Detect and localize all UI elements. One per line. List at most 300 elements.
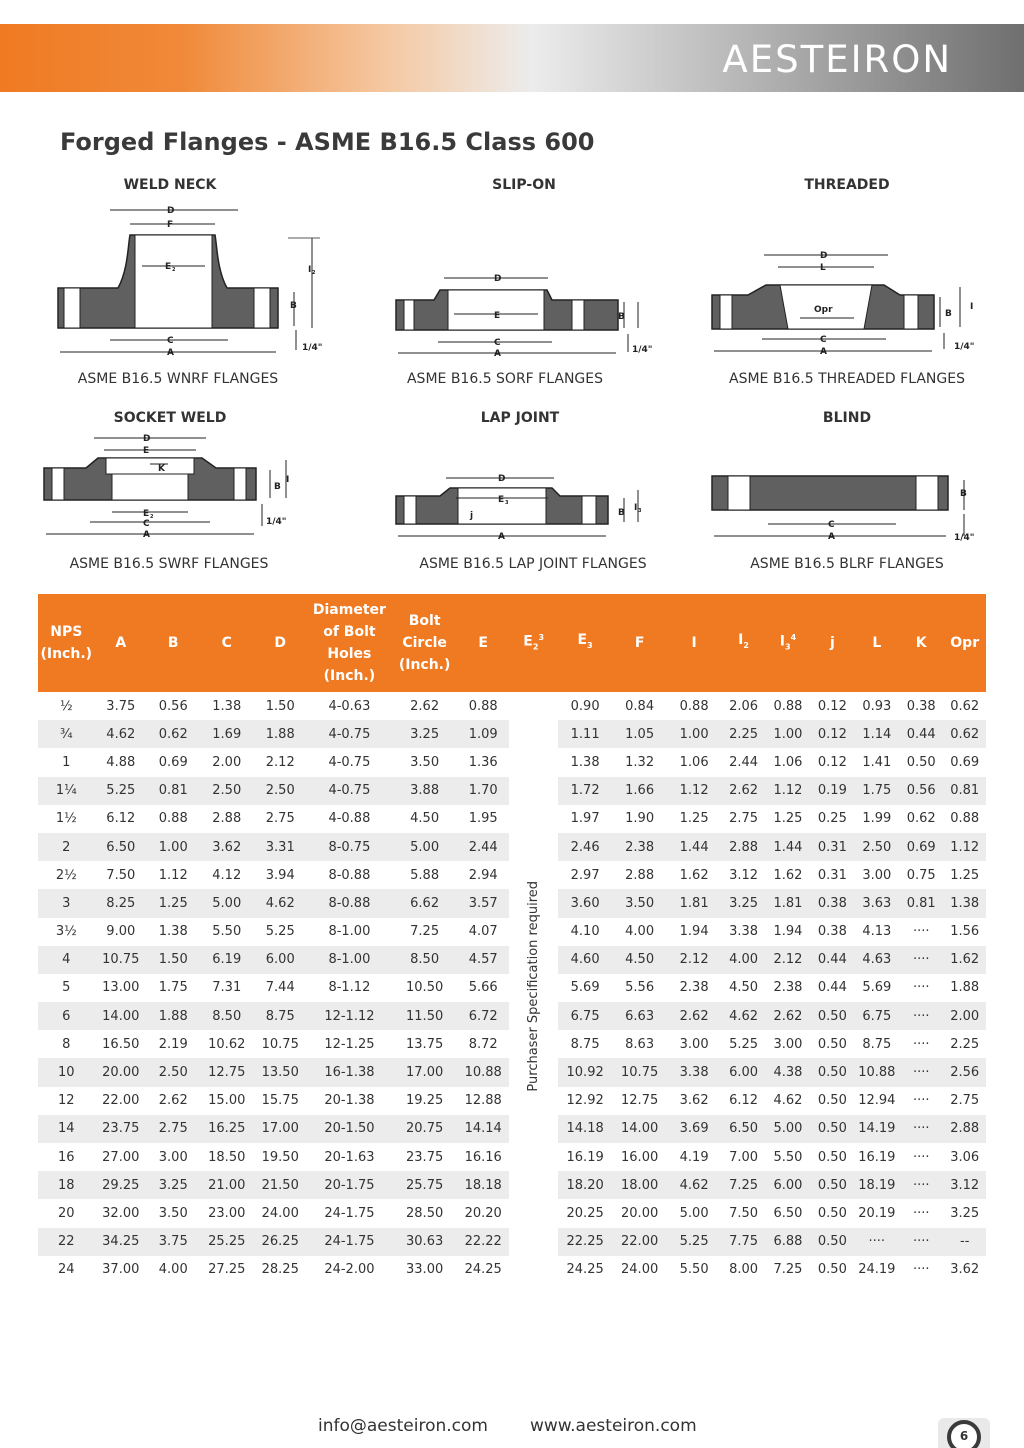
cell-j: 0.50 — [817, 1149, 847, 1165]
cell-c: 21.00 — [200, 1171, 255, 1199]
cell-holes: 20-1.75 — [306, 1171, 392, 1199]
cell-nps: 12 — [57, 1093, 75, 1109]
cell-l: 14.19 — [855, 1115, 899, 1143]
cell-i2: 2.75 — [729, 811, 759, 827]
cell-e: 8.72 — [468, 1036, 498, 1052]
cell-c: 12.75 — [200, 1058, 255, 1086]
cell-d: 2.50 — [254, 777, 306, 805]
cell-opr: 1.38 — [943, 889, 986, 917]
col-e: E — [457, 594, 509, 692]
dim-quarter: 1/4" — [266, 517, 287, 527]
cell-e: 22.22 — [457, 1228, 509, 1256]
cell-d: 5.25 — [265, 924, 295, 940]
cell-c: 4.12 — [212, 867, 242, 883]
cell-c: 27.25 — [208, 1262, 246, 1278]
cell-f: 1.05 — [612, 720, 667, 748]
dim-j: j — [470, 511, 474, 521]
cell-f: 2.38 — [612, 833, 667, 861]
cell-i: 1.00 — [667, 720, 722, 748]
table-row — [38, 692, 986, 720]
blind-diagram — [708, 470, 993, 550]
cell-i2: 4.00 — [721, 946, 765, 974]
cell-i: 3.38 — [667, 1058, 722, 1086]
cell-nps: 20 — [57, 1205, 75, 1221]
purchaser-spec-text: Purchaser Specification required — [526, 880, 542, 1092]
socket-weld-label: SOCKET WELD — [113, 410, 227, 426]
cell-nps: 24 — [57, 1262, 75, 1278]
cell-k: 0.56 — [899, 777, 943, 805]
cell-j: 0.19 — [810, 777, 854, 805]
cell-e3: 16.19 — [566, 1149, 604, 1165]
dim-quarter: 1/4" — [302, 343, 323, 353]
cell-j: 0.38 — [817, 924, 847, 940]
cell-bc: 20.75 — [392, 1115, 457, 1143]
weld-neck-caption: ASME B16.5 WNRF FLANGES — [77, 371, 279, 387]
dim-i: I — [970, 302, 974, 312]
cell-c: 7.31 — [212, 980, 242, 996]
cell-j: 0.50 — [817, 1093, 847, 1109]
cell-opr: 2.56 — [943, 1058, 986, 1086]
cell-a: 3.75 — [106, 698, 136, 714]
cell-f: 20.00 — [621, 1205, 659, 1221]
cell-a: 37.00 — [102, 1262, 140, 1278]
cell-b: 3.50 — [158, 1205, 188, 1221]
cell-i2: 4.50 — [729, 980, 759, 996]
footer-email[interactable]: info@aesteiron.com — [318, 1416, 488, 1436]
cell-holes: 4-0.88 — [328, 811, 371, 827]
cell-d: 21.50 — [254, 1171, 306, 1199]
cell-b: 1.88 — [147, 1002, 199, 1030]
cell-i3: 5.00 — [766, 1115, 810, 1143]
cell-c: 15.00 — [208, 1093, 246, 1109]
cell-nps: 16 — [57, 1149, 75, 1165]
cell-d: 13.50 — [254, 1058, 306, 1086]
cell-holes: 24-2.00 — [324, 1262, 375, 1278]
cell-nps: 2½ — [55, 867, 77, 883]
cell-nps: 2 — [38, 833, 95, 861]
cell-l: 1.41 — [862, 754, 892, 770]
cell-i3: 6.50 — [773, 1205, 803, 1221]
dim-quarter: 1/4" — [954, 342, 975, 352]
cell-opr: 0.69 — [950, 754, 980, 770]
page-gear-icon — [947, 1420, 981, 1448]
col-bolt-holes: Diameter of Bolt Holes (Inch.) — [306, 594, 392, 692]
cell-f: 3.50 — [612, 889, 667, 917]
cell-e3: 6.75 — [558, 1002, 613, 1030]
cell-i3: 3.00 — [773, 1036, 803, 1052]
dim-c: C — [494, 338, 501, 348]
cell-i2: 6.50 — [721, 1115, 765, 1143]
cell-b: 2.62 — [158, 1093, 188, 1109]
cell-b: 0.56 — [158, 698, 188, 714]
cell-f: 1.66 — [612, 777, 667, 805]
dim-c: C — [143, 519, 150, 529]
cell-j: 0.50 — [817, 1036, 847, 1052]
cell-a: 5.25 — [95, 777, 147, 805]
cell-e3: 10.92 — [558, 1058, 613, 1086]
col-a: A — [95, 594, 147, 692]
cell-i3: 7.25 — [773, 1262, 803, 1278]
cell-i2: 7.25 — [721, 1171, 765, 1199]
cell-bc: 5.00 — [392, 833, 457, 861]
cell-l: 12.94 — [858, 1093, 896, 1109]
dim-l: L — [820, 263, 826, 273]
cell-j: 0.31 — [817, 867, 847, 883]
cell-b: 0.81 — [147, 777, 199, 805]
cell-holes: 8-0.88 — [328, 867, 371, 883]
cell-k: ···· — [899, 1228, 943, 1256]
cell-opr: 1.56 — [950, 924, 980, 940]
page-number-badge — [938, 1418, 990, 1448]
cell-i3: 1.12 — [766, 777, 810, 805]
cell-f: 4.50 — [612, 946, 667, 974]
cell-d: 19.50 — [261, 1149, 299, 1165]
cell-e3: 20.25 — [566, 1205, 604, 1221]
cell-i: 1.94 — [679, 924, 709, 940]
cell-b: 1.25 — [147, 889, 199, 917]
cell-i2: 4.62 — [721, 1002, 765, 1030]
cell-j: 0.12 — [817, 698, 847, 714]
cell-i3: 1.44 — [766, 833, 810, 861]
cell-e3: 2.97 — [570, 867, 600, 883]
cell-bc: 8.50 — [392, 946, 457, 974]
cell-d: 24.00 — [261, 1205, 299, 1221]
cell-l: 18.19 — [855, 1171, 899, 1199]
socket-weld-caption: ASME B16.5 SWRF FLANGES — [69, 556, 269, 572]
cell-a: 10.75 — [95, 946, 147, 974]
cell-opr: 0.81 — [943, 777, 986, 805]
cell-k: 0.44 — [899, 720, 943, 748]
dim-a: A — [820, 347, 827, 357]
dim-e3-sub: 3 — [505, 500, 509, 506]
cell-j: 0.50 — [810, 1115, 854, 1143]
cell-j: 0.50 — [810, 1171, 854, 1199]
cell-b: 1.00 — [147, 833, 199, 861]
cell-e: 1.70 — [457, 777, 509, 805]
cell-e: 0.88 — [468, 698, 498, 714]
cell-e: 18.18 — [457, 1171, 509, 1199]
cell-holes: 8-1.00 — [306, 946, 392, 974]
cell-f: 4.00 — [625, 924, 655, 940]
dim-d: D — [498, 474, 506, 484]
cell-e3: 4.10 — [570, 924, 600, 940]
cell-l: 4.13 — [862, 924, 892, 940]
cell-e: 16.16 — [464, 1149, 502, 1165]
cell-e: 4.57 — [457, 946, 509, 974]
cell-i: 5.50 — [679, 1262, 709, 1278]
cell-j: 0.38 — [810, 889, 854, 917]
cell-j: 0.12 — [817, 754, 847, 770]
cell-i2: 7.00 — [729, 1149, 759, 1165]
dim-a: A — [167, 348, 174, 358]
cell-nps: 18 — [38, 1171, 95, 1199]
cell-i3: 0.88 — [773, 698, 803, 714]
cell-nps: 1¼ — [38, 777, 95, 805]
cell-c: 2.50 — [200, 777, 255, 805]
cell-holes: 24-1.75 — [306, 1228, 392, 1256]
cell-d: 15.75 — [261, 1093, 299, 1109]
cell-a: 7.50 — [106, 867, 136, 883]
cell-bc: 6.62 — [392, 889, 457, 917]
cell-opr: 1.62 — [943, 946, 986, 974]
cell-l: 10.88 — [855, 1058, 899, 1086]
cell-e3: 2.46 — [558, 833, 613, 861]
cell-e: 1.36 — [468, 754, 498, 770]
cell-k: ···· — [912, 1205, 930, 1221]
cell-e: 10.88 — [457, 1058, 509, 1086]
cell-bc: 13.75 — [406, 1036, 444, 1052]
cell-a: 34.25 — [95, 1228, 147, 1256]
footer-website[interactable]: www.aesteiron.com — [530, 1416, 697, 1436]
cell-e: 24.25 — [464, 1262, 502, 1278]
cell-f: 16.00 — [621, 1149, 659, 1165]
col-d: D — [254, 594, 306, 692]
col-l: L — [855, 594, 899, 692]
cell-e3: 3.60 — [558, 889, 613, 917]
cell-e3: 24.25 — [566, 1262, 604, 1278]
cell-f: 24.00 — [621, 1262, 659, 1278]
cell-d: 2.75 — [265, 811, 295, 827]
threaded-label: THREADED — [804, 177, 890, 193]
cell-c: 16.25 — [200, 1115, 255, 1143]
col-f: F — [612, 594, 667, 692]
cell-f: 18.00 — [612, 1171, 667, 1199]
cell-d: 1.50 — [265, 698, 295, 714]
slip-on-diagram — [392, 262, 662, 362]
cell-bc: 17.00 — [392, 1058, 457, 1086]
socket-weld-diagram — [40, 430, 320, 548]
cell-i3: 1.62 — [773, 867, 803, 883]
col-i3: $I_3^4$ — [766, 594, 810, 692]
cell-b: 3.00 — [158, 1149, 188, 1165]
dim-e3: E — [498, 495, 505, 505]
cell-i: 2.12 — [667, 946, 722, 974]
cell-e3: 4.60 — [558, 946, 613, 974]
cell-opr: 3.62 — [950, 1262, 980, 1278]
dim-i2: I — [308, 265, 312, 275]
dim-b: B — [618, 508, 625, 518]
dim-b: B — [290, 301, 297, 311]
cell-d: 1.88 — [254, 720, 306, 748]
cell-e3: 22.25 — [558, 1228, 613, 1256]
cell-b: 0.88 — [158, 811, 188, 827]
cell-e3: 1.97 — [570, 811, 600, 827]
cell-d: 28.25 — [261, 1262, 299, 1278]
cell-i: 3.62 — [679, 1093, 709, 1109]
dim-i3-sub: 3 — [638, 508, 642, 514]
cell-i2: 3.25 — [721, 889, 765, 917]
cell-i2: 8.00 — [729, 1262, 759, 1278]
cell-f: 0.84 — [625, 698, 655, 714]
cell-k: ···· — [899, 1002, 943, 1030]
cell-a: 16.50 — [102, 1036, 140, 1052]
col-c: C — [200, 594, 255, 692]
cell-nps: 22 — [38, 1228, 95, 1256]
cell-b: 4.00 — [158, 1262, 188, 1278]
cell-opr: 0.62 — [950, 698, 980, 714]
cell-f: 6.63 — [612, 1002, 667, 1030]
cell-e: 2.94 — [468, 867, 498, 883]
cell-e3: 1.38 — [570, 754, 600, 770]
cell-e3: 1.11 — [558, 720, 613, 748]
col-bolt-circle: Bolt Circle (Inch.) — [392, 594, 457, 692]
cell-nps: ¾ — [38, 720, 95, 748]
cell-f: 1.90 — [625, 811, 655, 827]
cell-i2: 6.00 — [721, 1058, 765, 1086]
cell-b: 2.50 — [147, 1058, 199, 1086]
cell-i: 2.62 — [667, 1002, 722, 1030]
cell-holes: 4-0.75 — [328, 754, 371, 770]
cell-i3: 1.00 — [766, 720, 810, 748]
cell-i: 5.25 — [667, 1228, 722, 1256]
cell-holes: 8-0.88 — [306, 889, 392, 917]
cell-f: 14.00 — [612, 1115, 667, 1143]
cell-i: 1.06 — [679, 754, 709, 770]
cell-opr: 1.25 — [950, 867, 980, 883]
cell-l: 3.00 — [862, 867, 892, 883]
cell-c: 6.19 — [200, 946, 255, 974]
cell-k: 0.38 — [906, 698, 936, 714]
cell-e: 12.88 — [464, 1093, 502, 1109]
cell-opr: 2.25 — [950, 1036, 980, 1052]
blind-label: BLIND — [822, 410, 872, 426]
cell-b: 3.25 — [147, 1171, 199, 1199]
cell-f: 2.88 — [625, 867, 655, 883]
dim-k: K — [158, 464, 165, 474]
cell-j: 0.50 — [810, 1058, 854, 1086]
cell-e: 5.66 — [468, 980, 498, 996]
col-j: j — [810, 594, 854, 692]
dim-e: E — [494, 311, 501, 321]
cell-i: 3.69 — [667, 1115, 722, 1143]
cell-opr: 2.88 — [943, 1115, 986, 1143]
cell-c: 5.50 — [212, 924, 242, 940]
cell-k: ···· — [899, 1058, 943, 1086]
dim-i3: I — [634, 503, 638, 513]
cell-holes: 4-0.75 — [306, 720, 392, 748]
cell-i3: 2.38 — [773, 980, 803, 996]
cell-k: ···· — [899, 1115, 943, 1143]
dim-b: B — [945, 309, 952, 319]
cell-d: 4.62 — [254, 889, 306, 917]
cell-k: ···· — [912, 1149, 930, 1165]
cell-a: 14.00 — [95, 1002, 147, 1030]
col-e2: $E_2^3$ — [509, 594, 557, 692]
cell-c: 3.62 — [200, 833, 255, 861]
cell-holes: 8-1.00 — [328, 924, 371, 940]
cell-j: 0.12 — [810, 720, 854, 748]
slip-on-caption: ASME B16.5 SORF FLANGES — [406, 371, 603, 387]
dim-a: A — [494, 349, 501, 359]
cell-opr: 0.62 — [943, 720, 986, 748]
cell-c: 18.50 — [208, 1149, 246, 1165]
cell-j: 0.25 — [817, 811, 847, 827]
cell-b: 0.69 — [158, 754, 188, 770]
cell-j: 0.50 — [810, 1002, 854, 1030]
cell-f: 22.00 — [612, 1228, 667, 1256]
cell-bc: 30.63 — [392, 1228, 457, 1256]
cell-l: 24.19 — [858, 1262, 896, 1278]
cell-b: 1.38 — [158, 924, 188, 940]
dim-b: B — [618, 312, 625, 322]
cell-i: 4.62 — [667, 1171, 722, 1199]
cell-a: 32.00 — [102, 1205, 140, 1221]
cell-nps: 3½ — [55, 924, 77, 940]
cell-l: 3.63 — [855, 889, 899, 917]
lap-joint-label: LAP JOINT — [480, 410, 560, 426]
cell-holes: 8-1.12 — [328, 980, 371, 996]
cell-a: 8.25 — [95, 889, 147, 917]
cell-e: 1.95 — [468, 811, 498, 827]
cell-j: 0.44 — [810, 946, 854, 974]
cell-i2: 3.12 — [729, 867, 759, 883]
cell-e: 4.07 — [468, 924, 498, 940]
cell-opr: 2.75 — [950, 1093, 980, 1109]
cell-nps: 5 — [62, 980, 71, 996]
cell-k: ···· — [912, 924, 930, 940]
cell-bc: 23.75 — [406, 1149, 444, 1165]
cell-b: 1.75 — [158, 980, 188, 996]
cell-a: 22.00 — [102, 1093, 140, 1109]
cell-e3: 0.90 — [570, 698, 600, 714]
dim-e2: E — [165, 262, 172, 272]
cell-b: 0.62 — [147, 720, 199, 748]
cell-i3: 4.62 — [773, 1093, 803, 1109]
slip-on-label: SLIP-ON — [492, 177, 556, 193]
dim-a: A — [498, 532, 505, 542]
cell-i3: 5.50 — [773, 1149, 803, 1165]
cell-l: 0.93 — [862, 698, 892, 714]
cell-d: 2.12 — [265, 754, 295, 770]
cell-c: 23.00 — [208, 1205, 246, 1221]
cell-a: 20.00 — [95, 1058, 147, 1086]
cell-i2: 2.44 — [729, 754, 759, 770]
cell-i: 1.62 — [679, 867, 709, 883]
cell-d: 17.00 — [254, 1115, 306, 1143]
cell-i3: 6.00 — [766, 1171, 810, 1199]
purchaser-spec-note — [509, 692, 557, 1284]
cell-i2: 5.25 — [729, 1036, 759, 1052]
dim-b: B — [274, 482, 281, 492]
cell-holes: 24-1.75 — [324, 1205, 375, 1221]
dim-d: D — [494, 274, 502, 284]
cell-e: 3.57 — [457, 889, 509, 917]
cell-i: 1.25 — [679, 811, 709, 827]
cell-i: 0.88 — [679, 698, 709, 714]
cell-e3: 14.18 — [558, 1115, 613, 1143]
cell-b: 1.12 — [158, 867, 188, 883]
cell-opr: -- — [943, 1228, 986, 1256]
cell-d: 26.25 — [254, 1228, 306, 1256]
cell-a: 6.50 — [95, 833, 147, 861]
cell-bc: 28.50 — [406, 1205, 444, 1221]
dim-quarter: 1/4" — [954, 533, 975, 543]
lap-joint-caption: ASME B16.5 LAP JOINT FLANGES — [419, 556, 647, 572]
cell-nps: 14 — [38, 1115, 95, 1143]
dim-opr: Opr — [814, 305, 833, 315]
cell-a: 23.75 — [95, 1115, 147, 1143]
cell-e: 14.14 — [457, 1115, 509, 1143]
cell-opr: 0.88 — [950, 811, 980, 827]
cell-j: 0.50 — [810, 1228, 854, 1256]
cell-i2: 7.75 — [721, 1228, 765, 1256]
cell-c: 25.25 — [200, 1228, 255, 1256]
threaded-caption: ASME B16.5 THREADED FLANGES — [729, 371, 965, 387]
cell-c: 10.62 — [208, 1036, 246, 1052]
cell-l: 20.19 — [858, 1205, 896, 1221]
cell-e: 20.20 — [464, 1205, 502, 1221]
cell-holes: 16-1.38 — [306, 1058, 392, 1086]
